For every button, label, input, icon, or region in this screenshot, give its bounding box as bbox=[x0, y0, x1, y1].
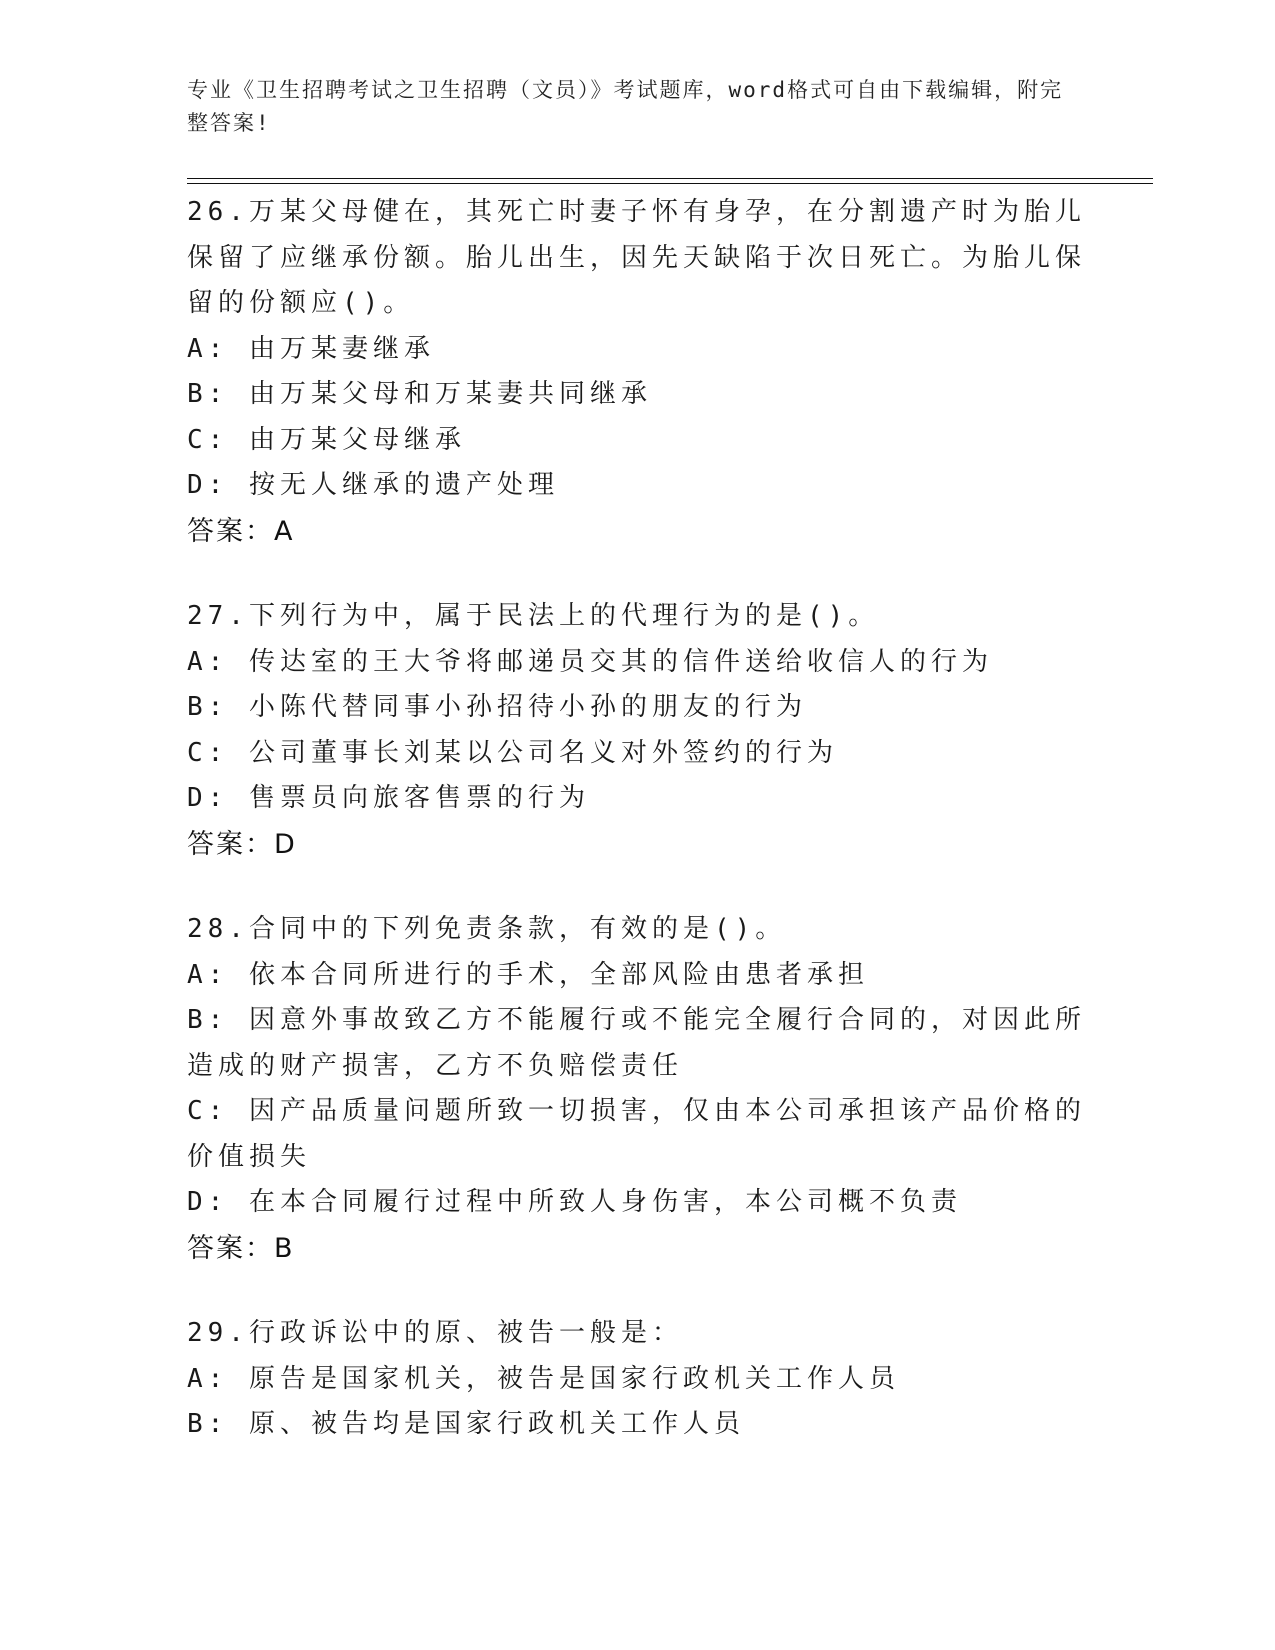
question-stem: 29.行政诉讼中的原、被告一般是： bbox=[187, 1318, 683, 1348]
answer-line: 答案：D bbox=[187, 828, 297, 860]
option-a: A: 原告是国家机关，被告是国家行政机关工作人员 bbox=[187, 1363, 900, 1394]
header-divider-top bbox=[187, 178, 1153, 179]
option-c: C: 由万某父母继承 bbox=[187, 424, 466, 455]
option-d: D: 按无人继承的遗产处理 bbox=[187, 470, 559, 500]
question-list bbox=[187, 190, 1087, 1488]
document-header: 专业《卫生招聘考试之卫生招聘（文员）》考试题库，word格式可自由下载编辑，附完整答案! bbox=[187, 78, 1064, 135]
option-c: C: 公司董事长刘某以公司名义对外签约的行为 bbox=[187, 737, 838, 768]
option-a: A: 传达室的王大爷将邮递员交其的信件送给收信人的行为 bbox=[187, 646, 993, 677]
option-b: B: 小陈代替同事小孙招待小孙的朋友的行为 bbox=[187, 692, 807, 722]
option-b: B: 由万某父母和万某妻共同继承 bbox=[187, 379, 652, 409]
question-stem: 26.万某父母健在，其死亡时妻子怀有身孕，在分割遗产时为胎儿保留了应继承份额。胎儿出生，因先天缺陷于次日死亡。为胎儿保留的份额应()。 bbox=[187, 197, 1087, 318]
option-a: A: 依本合同所进行的手术，全部风险由患者承担 bbox=[187, 959, 869, 990]
answer-line: 答案：B bbox=[187, 1232, 295, 1264]
option-a: A: 由万某妻继承 bbox=[187, 333, 435, 364]
question-28 bbox=[187, 907, 1087, 1271]
header-divider-bottom bbox=[187, 183, 1153, 184]
question-29 bbox=[187, 1311, 1087, 1448]
question-26 bbox=[187, 190, 1087, 554]
question-stem: 28.合同中的下列免责条款，有效的是()。 bbox=[187, 914, 787, 944]
question-stem: 27.下列行为中，属于民法上的代理行为的是()。 bbox=[187, 601, 880, 631]
option-b: B: 因意外事故致乙方不能履行或不能完全履行合同的，对因此所造成的财产损害，乙方不负赔偿责任 bbox=[187, 1005, 1086, 1081]
option-d: D: 售票员向旅客售票的行为 bbox=[187, 783, 590, 813]
option-b: B: 原、被告均是国家行政机关工作人员 bbox=[187, 1409, 745, 1439]
question-27 bbox=[187, 594, 1087, 867]
option-c: C: 因产品质量问题所致一切损害，仅由本公司承担该产品价格的价值损失 bbox=[187, 1096, 1086, 1172]
option-d: D: 在本合同履行过程中所致人身伤害，本公司概不负责 bbox=[187, 1187, 962, 1217]
answer-line: 答案：A bbox=[187, 515, 295, 547]
